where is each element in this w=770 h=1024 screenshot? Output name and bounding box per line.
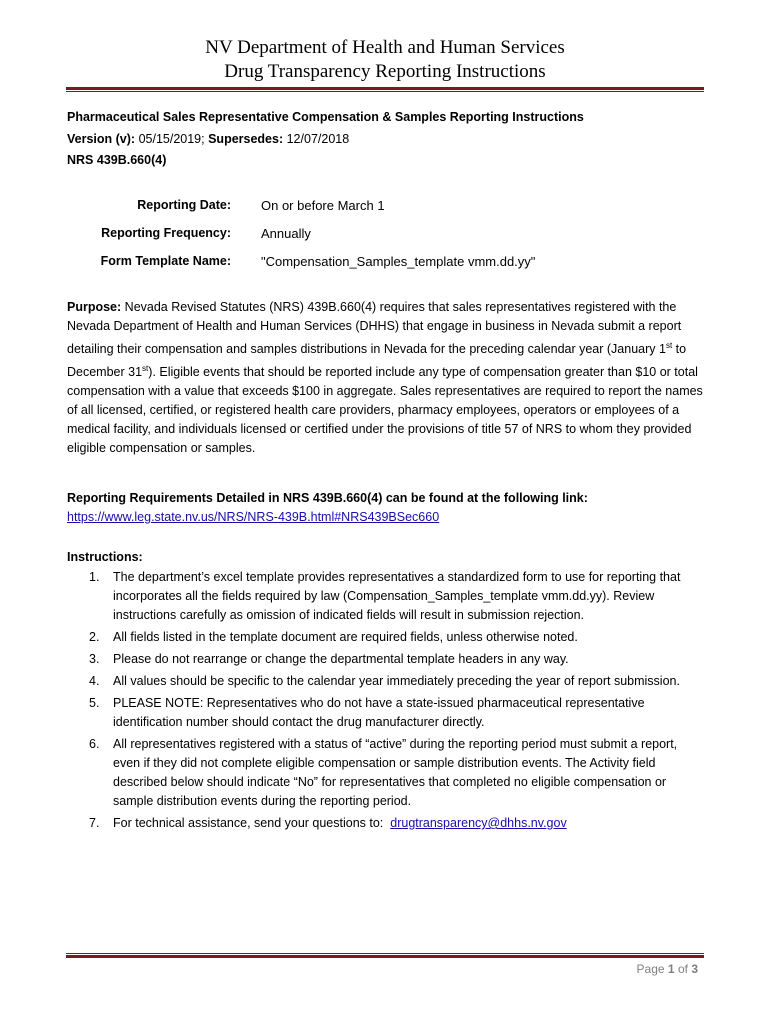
item-number: 2. (89, 630, 100, 644)
footer-divider (66, 953, 704, 958)
version-line (67, 132, 349, 146)
list-item (67, 628, 707, 647)
reporting-date-value: On or before March 1 (261, 198, 385, 213)
item-number: 3. (89, 652, 100, 666)
supersedes-label: Supersedes: (208, 132, 284, 146)
list-item (67, 568, 707, 625)
nrs-link[interactable]: https://www.leg.state.nv.us/NRS/NRS-439B.html#NRS439BSec660 (67, 510, 440, 524)
list-item (67, 735, 707, 811)
reporting-date-label: Reporting Date: (137, 198, 231, 212)
list-item (67, 694, 707, 732)
purpose-label: Purpose: (67, 300, 122, 314)
page-indicator (637, 962, 698, 976)
support-email-link[interactable]: drugtransparency@dhhs.nv.gov (390, 816, 567, 830)
list-item (67, 650, 707, 669)
purpose-paragraph (67, 298, 707, 458)
item-text: All representatives registered with a status of “active” during the reporting period must submit a report, even if they did not complete eligible compensation or sample distribution events. The Activity field described below should indicate “No” for representatives that completed no eligible compensation or sample distribution events during the reporting period. (113, 737, 678, 808)
purpose-text-c: ). Eligible events that should be reported include any type of compensation greater than $10 or total compensation with a value that exceeds $100 in aggregate. Sales representatives are required to report the names of all licensed, certified, or registered health care providers, pharmacy employees, operators or employees of a medical facility, and individuals licensed or certified under the provisions of title 57 of NRS to whom they provided eligible compensation or samples. (67, 365, 703, 456)
item-number: 1. (89, 570, 100, 584)
title-line-2: Drug Transparency Reporting Instructions (224, 61, 546, 82)
item-number: 6. (89, 737, 100, 751)
reporting-frequency-label: Reporting Frequency: (101, 226, 231, 240)
item-text: Please do not rearrange or change the departmental template headers in any way. (113, 652, 569, 666)
requirements-block (67, 489, 707, 527)
version-value: 05/15/2019; (138, 132, 205, 146)
page-word: Page (636, 962, 665, 976)
instructions-heading: Instructions: (67, 550, 143, 564)
reporting-frequency-value: Annually (261, 226, 311, 241)
statute-reference: NRS 439B.660(4) (67, 153, 167, 167)
supersedes-value: 12/07/2018 (286, 132, 350, 146)
document-subject: Pharmaceutical Sales Representative Compensation & Samples Reporting Instructions (67, 110, 584, 124)
current-page: 1 (667, 962, 675, 976)
item-number: 4. (89, 674, 100, 688)
item-text: PLEASE NOTE: Representatives who do not have a state-issued pharmaceutical representative identification number should contact the drug manufacturer directly. (113, 696, 645, 729)
form-template-label: Form Template Name: (100, 254, 231, 268)
purpose-sup-2: st (142, 364, 149, 374)
purpose-text-b: to December 31 (67, 342, 687, 380)
list-item (67, 814, 707, 833)
form-template-value: "Compensation_Samples_template vmm.dd.yy" (261, 254, 536, 269)
item-number: 7. (89, 816, 100, 830)
header-divider (66, 87, 704, 92)
item-text: The department’s excel template provides representatives a standardized form to use for reporting that incorporates all the fields required by law (Compensation_Samples_template vmm.dd.yy). Review instructions carefully as omission of indicated fields will result in submission rejection. (113, 570, 681, 622)
purpose-text-a: Nevada Revised Statutes (NRS) 439B.660(4) requires that sales representatives registered with the Nevada Department of Health and Human Services (DHHS) that engage in business in Nevada submit a report detailing their compensation and samples distributions in Nevada for the preceding calendar year (January 1 (67, 300, 682, 357)
item-text: All fields listed in the template document are required fields, unless otherwise noted. (113, 630, 578, 644)
total-pages: 3 (691, 962, 698, 976)
title-line-1: NV Department of Health and Human Services (205, 37, 565, 58)
list-item (67, 672, 707, 691)
version-label: Version (v): (67, 132, 136, 146)
item-text: For technical assistance, send your questions to: (113, 816, 384, 830)
of-word: of (677, 962, 688, 976)
item-number: 5. (89, 696, 100, 710)
item-text: All values should be specific to the calendar year immediately preceding the year of report submission. (113, 674, 680, 688)
requirements-heading: Reporting Requirements Detailed in NRS 439B.660(4) can be found at the following link: (67, 491, 588, 505)
purpose-sup-1: st (665, 341, 673, 350)
instructions-list (67, 568, 707, 836)
document-title (66, 36, 704, 84)
